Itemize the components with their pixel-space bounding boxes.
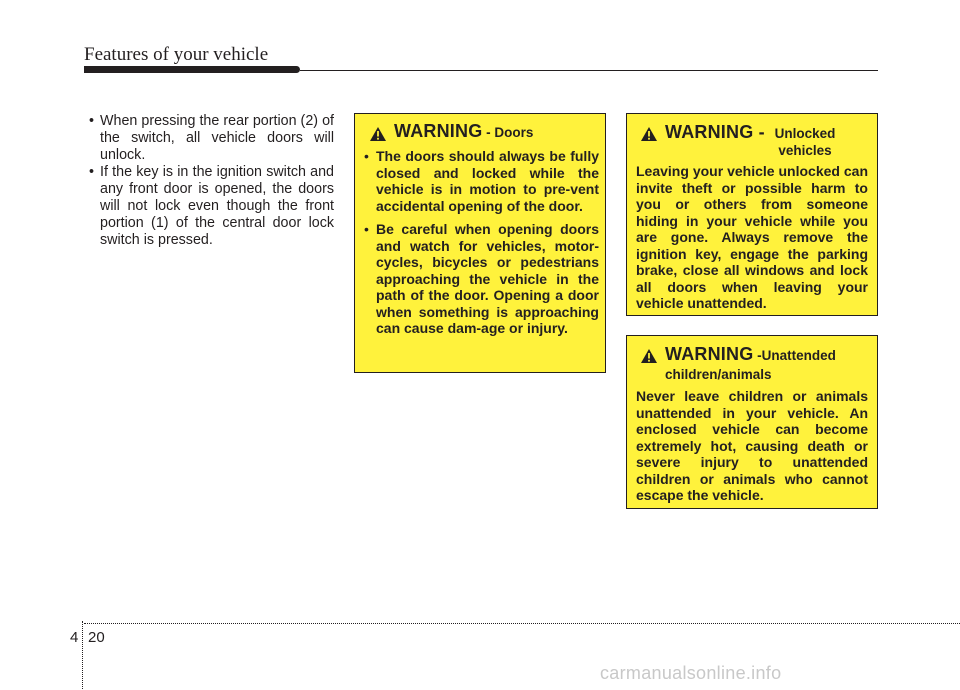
- footer-horizontal-rule: [84, 623, 960, 624]
- warning-item: • The doors should always be fully closed and locked while the vehicle is in motion to pre-vent accidental opening of the door.: [363, 148, 599, 214]
- body-text-column: [84, 113, 334, 249]
- warning-box-doors: [354, 113, 606, 373]
- header-rule: [300, 70, 878, 71]
- warning-word: WARNING: [394, 121, 483, 141]
- warning-text: Leaving your vehicle unlocked can invite theft or possible harm to you or others from someone hiding in your vehicle while you are gone. Always remove the ignition key, engage the parking brake, close all windows and lock all doors when leaving your vehicle unattended.: [636, 163, 868, 311]
- page-header-title: Features of your vehicle: [84, 44, 269, 65]
- warning-header: [636, 345, 868, 384]
- body-bullet-list: [84, 113, 334, 249]
- warning-word: WARNING -: [665, 122, 770, 142]
- watermark: carmanualsonline.info: [600, 663, 782, 683]
- header-bar: [84, 66, 300, 73]
- warning-subtitle: Unlocked vehicles: [774, 126, 836, 158]
- warning-box-unattended-children: [626, 335, 878, 509]
- warning-word: WARNING: [665, 344, 754, 364]
- warning-header: [636, 123, 868, 159]
- warning-subtitle: -Unattended children/animals: [665, 348, 836, 382]
- chapter-number: 4: [70, 629, 79, 646]
- page-number: 20: [88, 629, 105, 646]
- warning-header: [363, 123, 599, 142]
- warning-box-unlocked-vehicles: [626, 113, 878, 316]
- warning-list: [363, 148, 599, 337]
- body-bullet: • When pressing the rear portion (2) of the switch, all vehicle doors will unlock.: [84, 113, 334, 164]
- warning-triangle-icon: [640, 348, 658, 364]
- warning-triangle-icon: [640, 126, 658, 142]
- warning-triangle-icon: [369, 126, 387, 142]
- body-bullet: • If the key is in the ignition switch and any front door is opened, the doors will not lock even though the front portion (1) of the central door lock switch is pressed.: [84, 164, 334, 249]
- warning-subtitle: - Doors: [482, 125, 534, 140]
- warning-text: Never leave children or animals unattended in your vehicle. An enclosed vehicle can become extremely hot, causing death or severe injury to unattended children or animals who cannot escape the vehicle.: [636, 388, 868, 503]
- warning-item: • Be careful when opening doors and watch for vehicles, motor-cycles, bicycles or pedestrians approaching the vehicle in the path of the door. Opening a door when something is approaching can cause dam-age or injury.: [363, 221, 599, 337]
- footer-vertical-rule: [82, 621, 83, 689]
